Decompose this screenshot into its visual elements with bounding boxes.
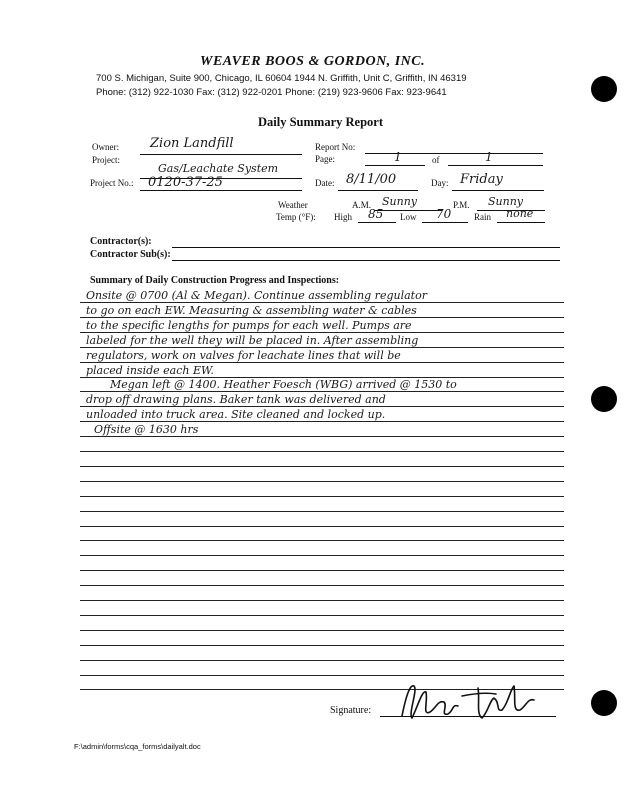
low-value: 70 — [436, 207, 452, 221]
contractor-sub-line — [172, 260, 560, 261]
weather-label: Weather — [278, 200, 308, 210]
am-line — [374, 210, 442, 211]
summary-ruled-line — [80, 511, 564, 512]
summary-ruled-line — [80, 630, 564, 631]
of-label: of — [432, 155, 440, 165]
summary-ruled-line — [80, 496, 564, 497]
date-line — [338, 190, 418, 191]
summary-ruled-line — [80, 451, 564, 452]
summary-line: Megan left @ 1400. Heather Foesch (WBG) arrived @ 1530 to — [110, 378, 457, 391]
summary-ruled-line — [80, 600, 564, 601]
project-value: Gas/Leachate System — [158, 162, 279, 175]
summary-ruled-line — [80, 406, 564, 407]
signature-scrawl — [392, 676, 542, 726]
summary-ruled-line — [80, 317, 564, 318]
binder-hole-middle — [591, 386, 617, 412]
page-value: 1 — [394, 150, 402, 164]
summary-line: unloaded into truck area. Site cleaned and locked up. — [86, 408, 386, 421]
summary-ruled-line — [80, 585, 564, 586]
page-line — [365, 165, 425, 166]
summary-ruled-line — [80, 466, 564, 467]
summary-ruled-line — [80, 660, 564, 661]
day-value: Friday — [460, 172, 503, 187]
rain-label: Rain — [474, 212, 491, 222]
binder-hole-bottom — [591, 690, 617, 716]
company-phone: Phone: (312) 922-1030 Fax: (312) 922-0201 Phone: (219) 923-9606 Fax: 923-9641 — [96, 87, 447, 98]
project-label: Project: — [92, 155, 120, 165]
temp-label: Temp (°F): — [276, 212, 316, 222]
owner-label: Owner: — [92, 142, 119, 152]
of-line — [448, 165, 543, 166]
summary-line: labeled for the well they will be placed in. After assembling — [86, 334, 419, 347]
contractor-sub-label: Contractor Sub(s): — [90, 249, 171, 260]
high-label: High — [334, 212, 352, 222]
low-line — [422, 222, 468, 223]
report-title: Daily Summary Report — [258, 115, 383, 129]
binder-hole-top — [591, 76, 617, 102]
day-line — [452, 190, 544, 191]
project-no-value: 0120-37-25 — [148, 175, 223, 190]
report-no-label: Report No: — [315, 142, 356, 152]
owner-line — [140, 154, 302, 155]
pm-label: P.M. — [453, 200, 470, 210]
summary-line: to the specific lengths for pumps for each well. Pumps are — [86, 319, 412, 332]
project-no-line — [140, 190, 302, 191]
pm-value: Sunny — [488, 195, 524, 208]
summary-line: Onsite @ 0700 (Al & Megan). Continue assembling regulator — [86, 289, 427, 302]
summary-ruled-line — [80, 421, 564, 422]
date-value: 8/11/00 — [346, 172, 397, 187]
project-no-label: Project No.: — [90, 178, 134, 188]
company-address: 700 S. Michigan, Suite 900, Chicago, IL 60604 1944 N. Griffith, Unit C, Griffith, IN 46319 — [96, 73, 467, 84]
page-label: Page: — [315, 154, 335, 164]
summary-line: placed inside each EW. — [86, 364, 214, 377]
report-no-line — [365, 153, 543, 154]
date-label: Date: — [315, 178, 335, 188]
summary-ruled-line — [80, 645, 564, 646]
summary-ruled-line — [80, 555, 564, 556]
high-value: 85 — [368, 207, 384, 221]
footer-file-path: F:\admin\forms\cqa_forms\dailyalt.doc — [74, 742, 201, 751]
contractor-label: Contractor(s): — [90, 236, 152, 247]
summary-ruled-line — [80, 540, 564, 541]
summary-ruled-line — [80, 332, 564, 333]
high-line — [358, 222, 396, 223]
signature-label: Signature: — [330, 705, 372, 716]
low-label: Low — [400, 212, 417, 222]
summary-line: to go on each EW. Measuring & assembling water & cables — [86, 304, 417, 317]
am-label: A.M. — [352, 200, 372, 210]
contractor-line — [172, 247, 560, 248]
summary-line: Offsite @ 1630 hrs — [94, 423, 199, 436]
summary-line: regulators, work on valves for leachate lines that will be — [86, 349, 401, 362]
of-value: 1 — [485, 150, 493, 164]
summary-ruled-line — [80, 570, 564, 571]
summary-ruled-line — [80, 391, 564, 392]
summary-line: drop off drawing plans. Baker tank was delivered and — [86, 393, 386, 406]
summary-ruled-line — [80, 526, 564, 527]
summary-ruled-line — [80, 615, 564, 616]
summary-heading: Summary of Daily Construction Progress and Inspections: — [90, 275, 340, 286]
owner-value: Zion Landfill — [150, 136, 234, 151]
day-label: Day: — [431, 178, 449, 188]
summary-ruled-line — [80, 302, 564, 303]
rain-value: none — [506, 207, 534, 220]
summary-ruled-line — [80, 362, 564, 363]
summary-ruled-line — [80, 481, 564, 482]
summary-ruled-line — [80, 436, 564, 437]
summary-ruled-line — [80, 347, 564, 348]
company-name: WEAVER BOOS & GORDON, INC. — [200, 54, 426, 69]
am-value: Sunny — [382, 195, 418, 208]
rain-line — [497, 222, 545, 223]
